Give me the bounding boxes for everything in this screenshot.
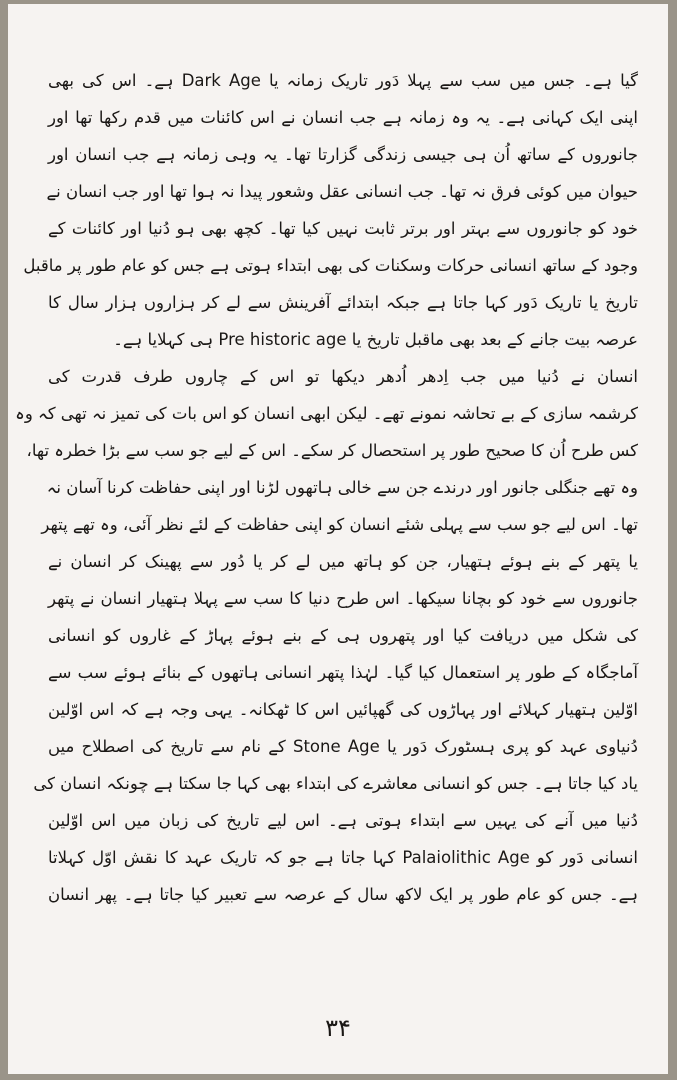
text-line: گیا ہے۔ جس میں سب سے پہلا دَور تاریک زمانہ یا Dark Age ہے۔ اس کی بھی [48,71,638,90]
text-line: حیوان میں کوئی فرق نہ تھا۔ جب انسانی عقل وشعور پیدا نہ ہوا تھا اور جب انسان نے [46,182,638,201]
text-line: تھا۔ اس لیے جو سب سے پہلی شئے انسان کو اپنی حفاظت کے لئے نظر آئی، وہ تھے پتھر [41,515,638,534]
text-line: انسانی دَور کو Palaiolithic Age کہا جاتا ہے جو کہ تاریک عہد کا نقش اوّل کہلاتا [48,848,639,867]
text-line: اپنی ایک کہانی ہے۔ یہ وہ زمانہ ہے جب انسان نے اس کائنات میں قدم رکھا تھا اور [48,108,638,127]
text-line: یاد کیا جاتا ہے۔ جس کو انسانی معاشرے کی ابتداء بھی کہا جا سکتا ہے چونکہ انسان کی [33,774,638,793]
text-line: کی شکل میں دریافت کیا اور پتھروں ہی کے بنے ہوئے پہاڑ کے غاروں کو انسانی [48,626,638,645]
book-page [8,4,668,1074]
text-line: وہ تھے جنگلی جانور اور درندے جن سے خالی ہاتھوں لڑنا اور اپنی حفاظت کرنا آسان نہ [46,478,638,497]
text-line: خود کو جانوروں سے بہتر اور برتر ثابت نہیں کیا تھا۔ کچھ بھی ہو دُنیا اور کائنات کے [48,219,638,238]
text-line: جانوروں کے ساتھ اُن ہی جیسی زندگی گزارتا تھا۔ یہ وہی زمانہ ہے جب انسان اور [48,145,638,164]
text-line: ہے۔ جس کو عام طور پر ایک لاکھ سال کے عرصہ سے تعبیر کیا جاتا ہے۔ پھر انسان [48,885,638,904]
body-text [15,62,639,913]
text-line: کرشمہ سازی کے بے تحاشہ نمونے تھے۔ لیکن ابھی انسان کو اس بات کی تمیز نہ تھی کہ وہ [15,404,638,423]
text-line: آماجگاہ کے طور پر استعمال کیا گیا۔ لہٰذا پتھر انسانی ہاتھوں کے بنائے ہوئے سب سے [48,663,638,682]
text-line: عرصہ بیت جانے کے بعد بھی ماقبل تاریخ یا Pre historic age ہی کہلایا ہے۔ [113,330,638,349]
text-line: دُنیاوی عہد کو پری ہسٹورک دَور یا Stone Age کے نام سے تاریخ کی اصطلاح میں [48,737,638,756]
text-line: تاریخ یا تاریک دَور کہا جاتا ہے جبکہ ابتدائے آفرینش سے لے کر ہزاروں ہزار سال کا [48,293,638,312]
text-line: یا پتھر کے بنے ہوئے ہتھیار، جن کو ہاتھ میں لے کر یا دُور سے پھینک کر انسان نے [48,552,638,571]
text-line: دُنیا میں آنے کی یہیں سے ابتداء ہوتی ہے۔ اس لیے تاریخ کی زبان میں اس اوّلین [48,811,638,830]
text-line: وجود کے ساتھ انسانی حرکات وسکنات کی بھی ابتداء ہوتی ہے جس کو عام طور پر ماقبل [23,256,638,275]
text-line: جانوروں سے خود کو بچانا سیکھا۔ اس طرح دنیا کا سب سے پہلا ہتھیار انسان نے پتھر [48,589,638,608]
page-number: ۳۴ [325,1014,351,1042]
text-line: کس طرح اُن کا صحیح طور پر استحصال کر سکے۔ اس کے لیے جو سب سے بڑا خطرہ تھا، [26,441,638,460]
text-line: اوّلین ہتھیار کہلائے اور پہاڑوں کی گھپائیں اس کا ٹھکانہ۔ یہی وجہ ہے کہ اس اوّلین [48,700,638,719]
text-line: انسان نے دُنیا میں جب اِدھر اُدھر دیکھا تو اس کے چاروں طرف قدرت کی [48,367,638,386]
